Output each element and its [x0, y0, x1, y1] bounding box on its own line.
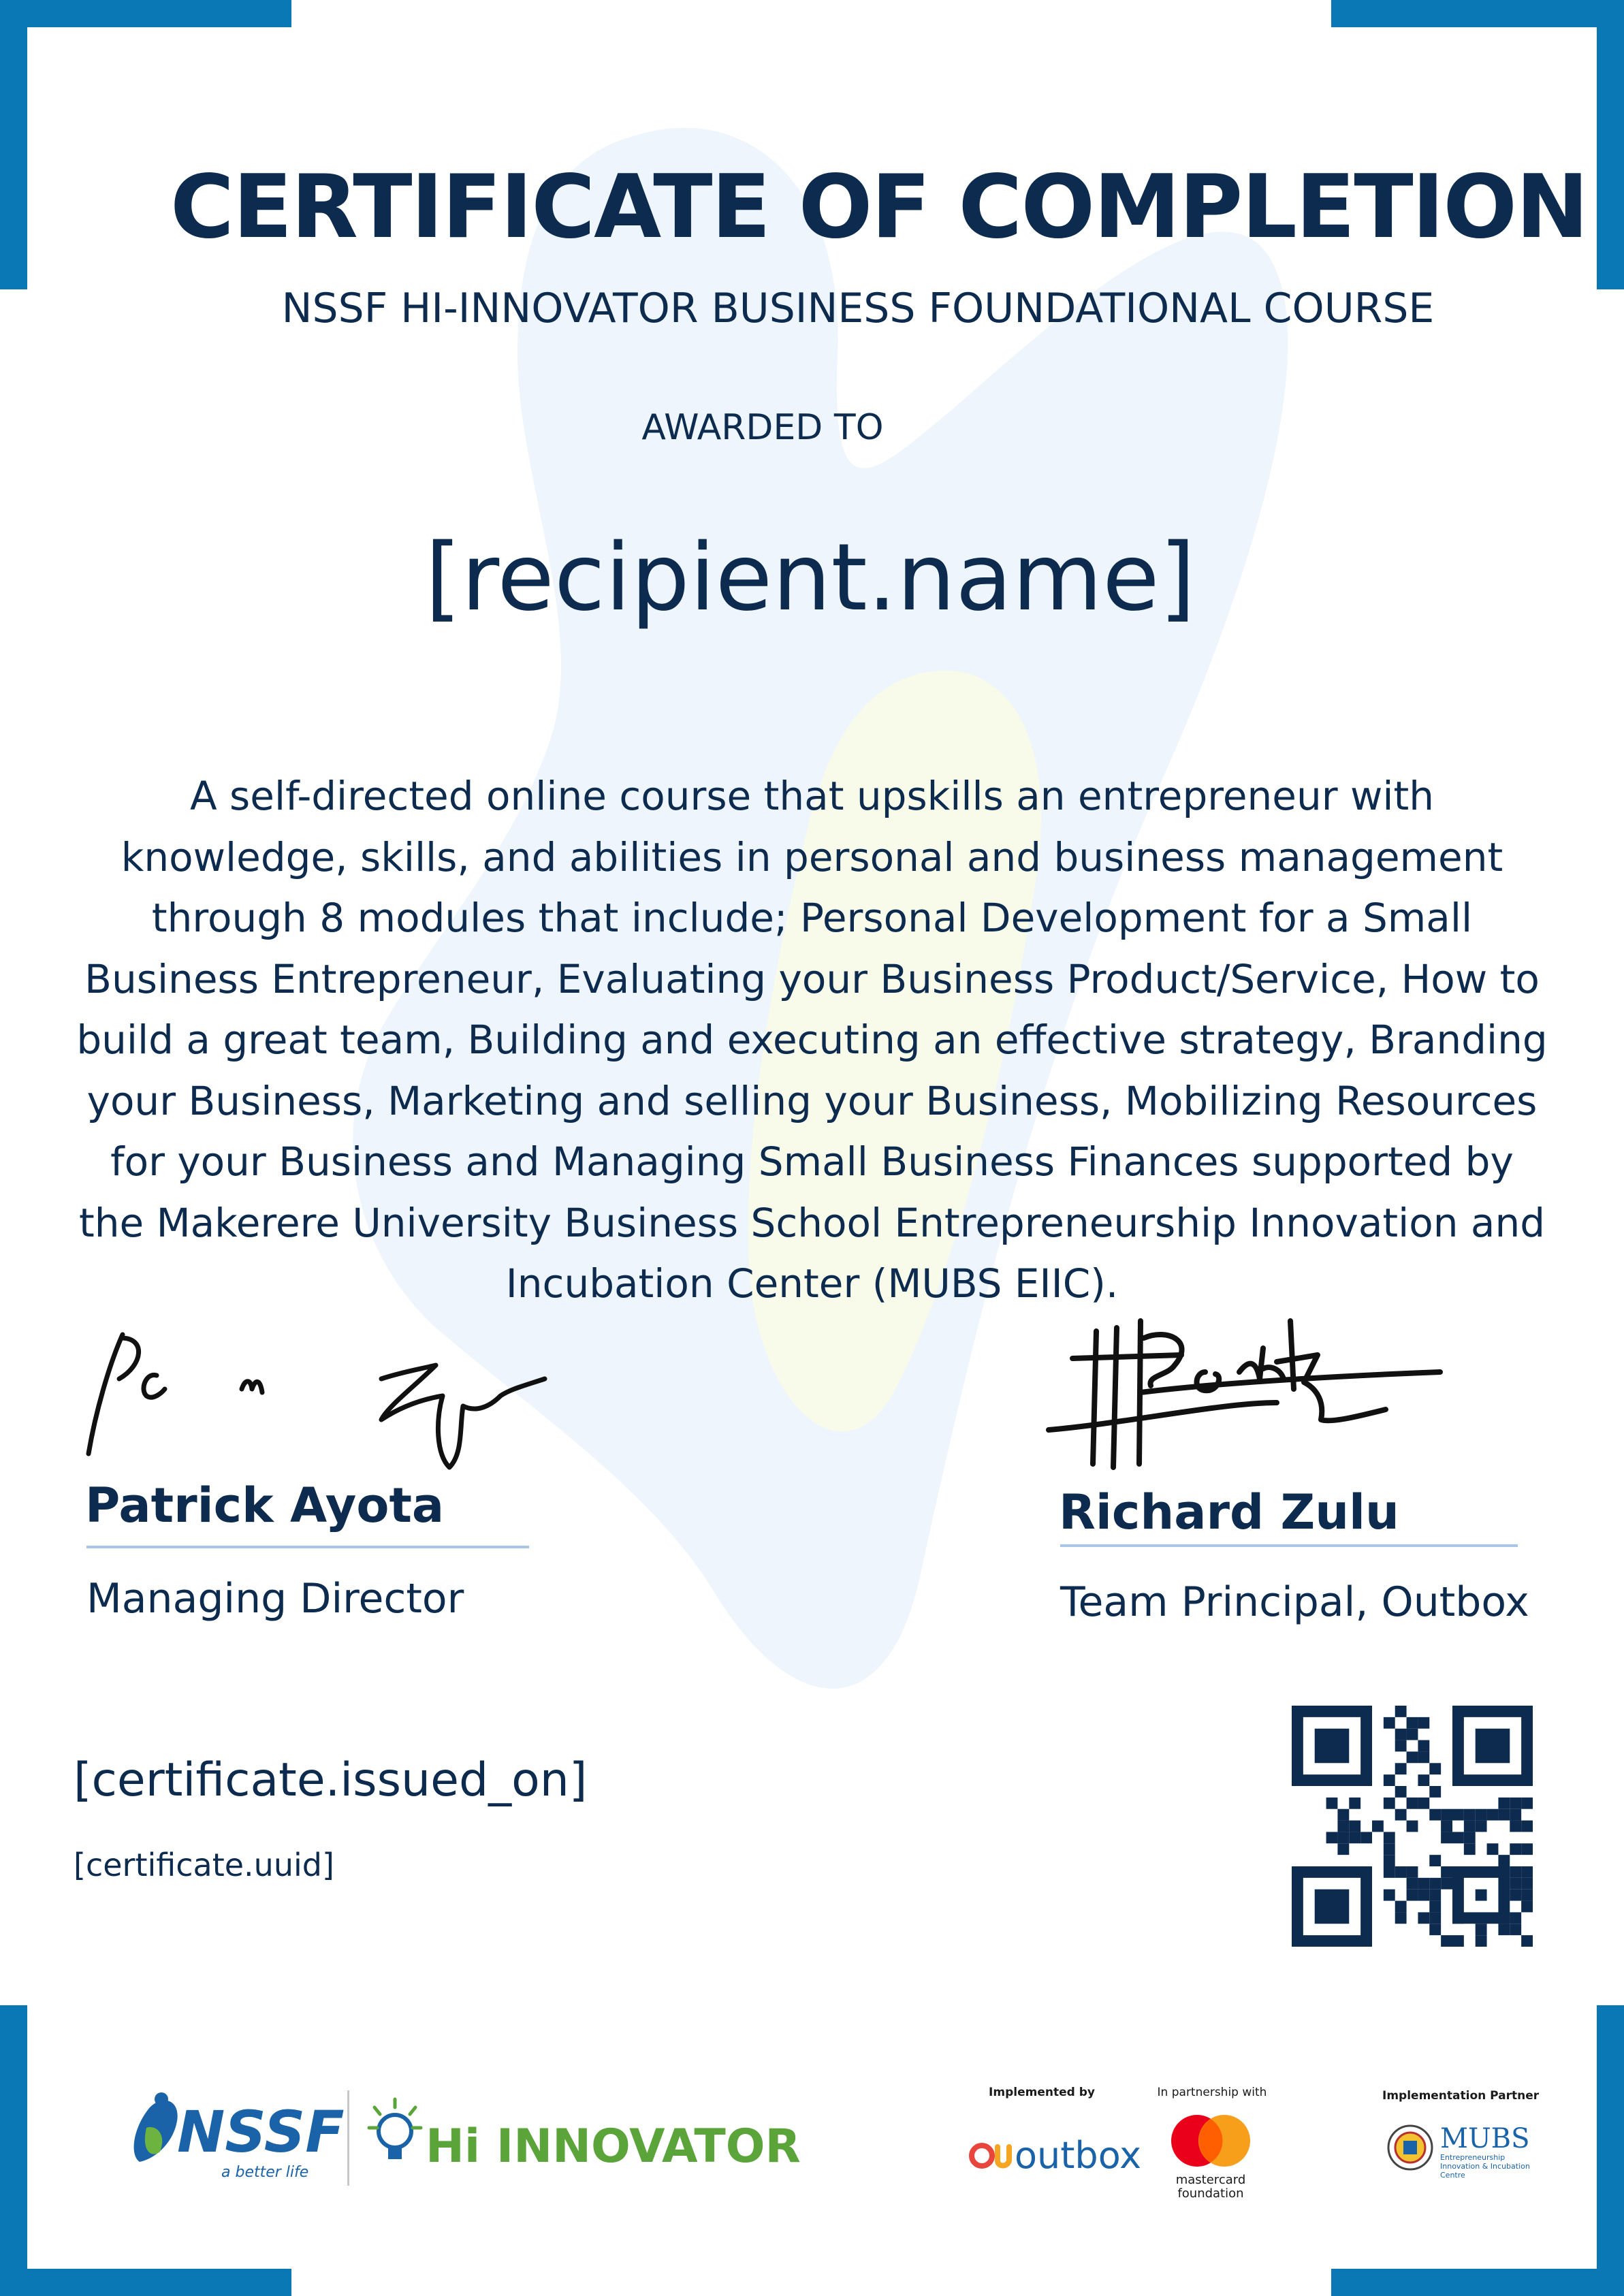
outbox-logo — [967, 2123, 1142, 2178]
signature-richard-zulu — [1045, 1307, 1454, 1478]
qr-module — [1521, 1843, 1533, 1855]
qr-module — [1476, 1821, 1487, 1832]
qr-module — [1464, 1821, 1476, 1832]
corner-bottom-left-vertical — [0, 2005, 27, 2296]
qr-module — [1384, 1832, 1395, 1843]
qr-module — [1418, 1717, 1429, 1729]
qr-module — [1407, 1866, 1418, 1878]
qr-module — [1407, 1821, 1418, 1832]
qr-module — [1476, 1935, 1487, 1947]
implemented-by-label: Implemented by — [989, 2086, 1095, 2099]
qr-module — [1429, 1809, 1441, 1821]
qr-module — [1429, 1924, 1441, 1935]
qr-module — [1510, 1866, 1521, 1878]
signatory-2-role: Team Principal, Outbox — [1060, 1578, 1529, 1626]
corner-top-left-horizontal — [0, 0, 291, 27]
corner-bottom-right-horizontal — [1331, 2269, 1624, 2296]
qr-module — [1395, 1912, 1407, 1924]
qr-module — [1441, 1832, 1452, 1843]
qr-module — [1429, 1786, 1441, 1798]
signatory-2-name: Richard Zulu — [1059, 1484, 1399, 1540]
qr-module — [1498, 1855, 1510, 1866]
qr-module — [1510, 1890, 1521, 1901]
qr-module — [1441, 1935, 1452, 1947]
qr-module — [1510, 1809, 1521, 1821]
qr-module — [1395, 1763, 1407, 1774]
qr-module — [1349, 1832, 1360, 1843]
qr-module — [1521, 1821, 1533, 1832]
qr-module — [1521, 1798, 1533, 1809]
qr-module — [1337, 1832, 1349, 1843]
mubs-logo-text: MUBS — [1440, 2123, 1530, 2154]
qr-module — [1429, 1890, 1441, 1901]
signature-patrick-ayota — [82, 1324, 558, 1481]
qr-module — [1464, 1843, 1476, 1855]
qr-module — [1498, 1924, 1510, 1935]
qr-module — [1476, 1924, 1487, 1935]
qr-module — [1395, 1786, 1407, 1798]
qr-module — [1384, 1855, 1395, 1866]
signatory-2-line — [1060, 1544, 1518, 1547]
recipient-name: [recipient.name] — [425, 524, 1196, 632]
qr-module — [1441, 1821, 1452, 1832]
qr-module — [1407, 1717, 1418, 1729]
qr-module — [1521, 1878, 1533, 1890]
qr-module — [1372, 1821, 1384, 1832]
qr-module — [1429, 1912, 1441, 1924]
qr-module — [1521, 1901, 1533, 1913]
qr-module — [1326, 1798, 1338, 1809]
partnership-label: In partnership with — [1157, 2086, 1267, 2099]
qr-module — [1384, 1890, 1395, 1901]
qr-module — [1510, 1821, 1521, 1832]
qr-module — [1418, 1798, 1429, 1809]
mubs-caption: Entrepreneurship Innovation & Incubation Centre — [1440, 2153, 1530, 2180]
qr-module — [1395, 1901, 1407, 1913]
qr-module — [1418, 1890, 1429, 1901]
corner-bottom-right-vertical — [1597, 2005, 1624, 2296]
qr-module — [1476, 1890, 1487, 1901]
qr-module — [1418, 1774, 1429, 1786]
signatory-1-role: Managing Director — [86, 1575, 464, 1623]
qr-module — [1315, 1890, 1350, 1924]
qr-module — [1487, 1843, 1499, 1855]
qr-module — [1315, 1729, 1350, 1764]
mastercard-logo-icon — [1166, 2112, 1255, 2170]
qr-module — [1452, 1832, 1464, 1843]
certificate-title: CERTIFICATE OF COMPLETION — [170, 157, 1588, 258]
qr-module — [1349, 1821, 1360, 1832]
corner-top-left-vertical — [0, 0, 27, 289]
qr-module — [1452, 1809, 1464, 1821]
signatory-1-name: Patrick Ayota — [85, 1478, 445, 1533]
qr-module — [1441, 1809, 1452, 1821]
qr-module — [1521, 1866, 1533, 1878]
qr-module — [1429, 1901, 1441, 1913]
qr-module — [1498, 1809, 1510, 1821]
qr-module — [1407, 1878, 1418, 1890]
qr-module — [1384, 1843, 1395, 1855]
corner-bottom-left-horizontal — [0, 2269, 291, 2296]
outbox-logo-text: outbox — [1015, 2134, 1142, 2177]
qr-module — [1429, 1763, 1441, 1774]
qr-module — [1337, 1843, 1349, 1855]
qr-module — [1464, 1809, 1476, 1821]
hi-innovator-logo-text: Hi INNOVATOR — [426, 2120, 801, 2173]
corner-top-right-vertical — [1597, 0, 1624, 289]
qr-module — [1384, 1774, 1395, 1786]
qr-module — [1349, 1798, 1360, 1809]
qr-module — [1326, 1832, 1338, 1843]
qr-module — [1521, 1935, 1533, 1947]
qr-module — [1429, 1855, 1441, 1866]
qr-module — [1452, 1935, 1464, 1947]
nssf-tagline: a better life — [221, 2164, 309, 2181]
qr-module — [1337, 1821, 1349, 1832]
qr-module — [1441, 1878, 1452, 1890]
qr-module — [1360, 1832, 1372, 1843]
qr-code-icon — [1292, 1706, 1533, 1947]
qr-module — [1510, 1924, 1521, 1935]
qr-module — [1384, 1717, 1395, 1729]
qr-module — [1510, 1912, 1521, 1924]
qr-module — [1395, 1729, 1407, 1740]
qr-module — [1476, 1809, 1487, 1821]
awarded-to-label: AWARDED TO — [641, 407, 884, 448]
qr-module — [1418, 1912, 1429, 1924]
hi-innovator-logo — [361, 2094, 801, 2182]
qr-module — [1407, 1798, 1418, 1809]
qr-module — [1429, 1878, 1441, 1890]
qr-module — [1510, 1843, 1521, 1855]
mubs-seal-icon — [1386, 2123, 1435, 2172]
qr-module — [1418, 1878, 1429, 1890]
mastercard-caption: mastercard foundation — [1175, 2173, 1246, 2201]
qr-module — [1395, 1866, 1407, 1878]
qr-module — [1510, 1878, 1521, 1890]
qr-module — [1418, 1751, 1429, 1763]
qr-module — [1487, 1809, 1499, 1821]
qr-module — [1337, 1809, 1349, 1821]
signatory-1-line — [86, 1546, 529, 1548]
qr-module — [1395, 1740, 1407, 1752]
corner-top-right-horizontal — [1331, 0, 1624, 27]
qr-module — [1395, 1706, 1407, 1717]
certificate-uuid: [certificate.uuid] — [74, 1847, 334, 1883]
issued-on: [certificate.issued_on] — [74, 1753, 588, 1807]
qr-module — [1407, 1890, 1418, 1901]
qr-module — [1395, 1809, 1407, 1821]
qr-module — [1498, 1798, 1510, 1809]
qr-module — [1476, 1729, 1510, 1764]
qr-module — [1407, 1729, 1418, 1740]
qr-module — [1521, 1890, 1533, 1901]
lightbulb-icon — [369, 2099, 421, 2159]
course-subtitle: NSSF HI-INNOVATOR BUSINESS FOUNDATIONAL COURSE — [281, 285, 1435, 332]
footer-logo-divider — [347, 2090, 349, 2186]
qr-module — [1464, 1832, 1476, 1843]
qr-module — [1407, 1751, 1418, 1763]
qr-module — [1384, 1866, 1395, 1878]
course-description: A self-directed online course that upskills an entrepreneur with knowledge, skills, and abilities in personal and business management through 8 modules that include; Personal Development for a Small Business Entrepreneur, Evaluating your Business Product/Service, How to build a great team, Building and executing an effective strategy, Branding your Business, Marketing and selling your Business, Mobilizing Resources for your Business and Managing Small Business Finances supported by the Makerere University Business School Entrepreneurship Innovation and Incubation Center (MUBS EIIC). — [76, 773, 1548, 1307]
nssf-logo — [126, 2087, 344, 2189]
qr-module — [1510, 1798, 1521, 1809]
qr-module — [1441, 1866, 1452, 1878]
qr-module — [1418, 1740, 1429, 1752]
qr-module — [1384, 1798, 1395, 1809]
implementation-partner-label: Implementation Partner — [1382, 2089, 1540, 2103]
nssf-logo-text: NSSF — [177, 2099, 345, 2165]
